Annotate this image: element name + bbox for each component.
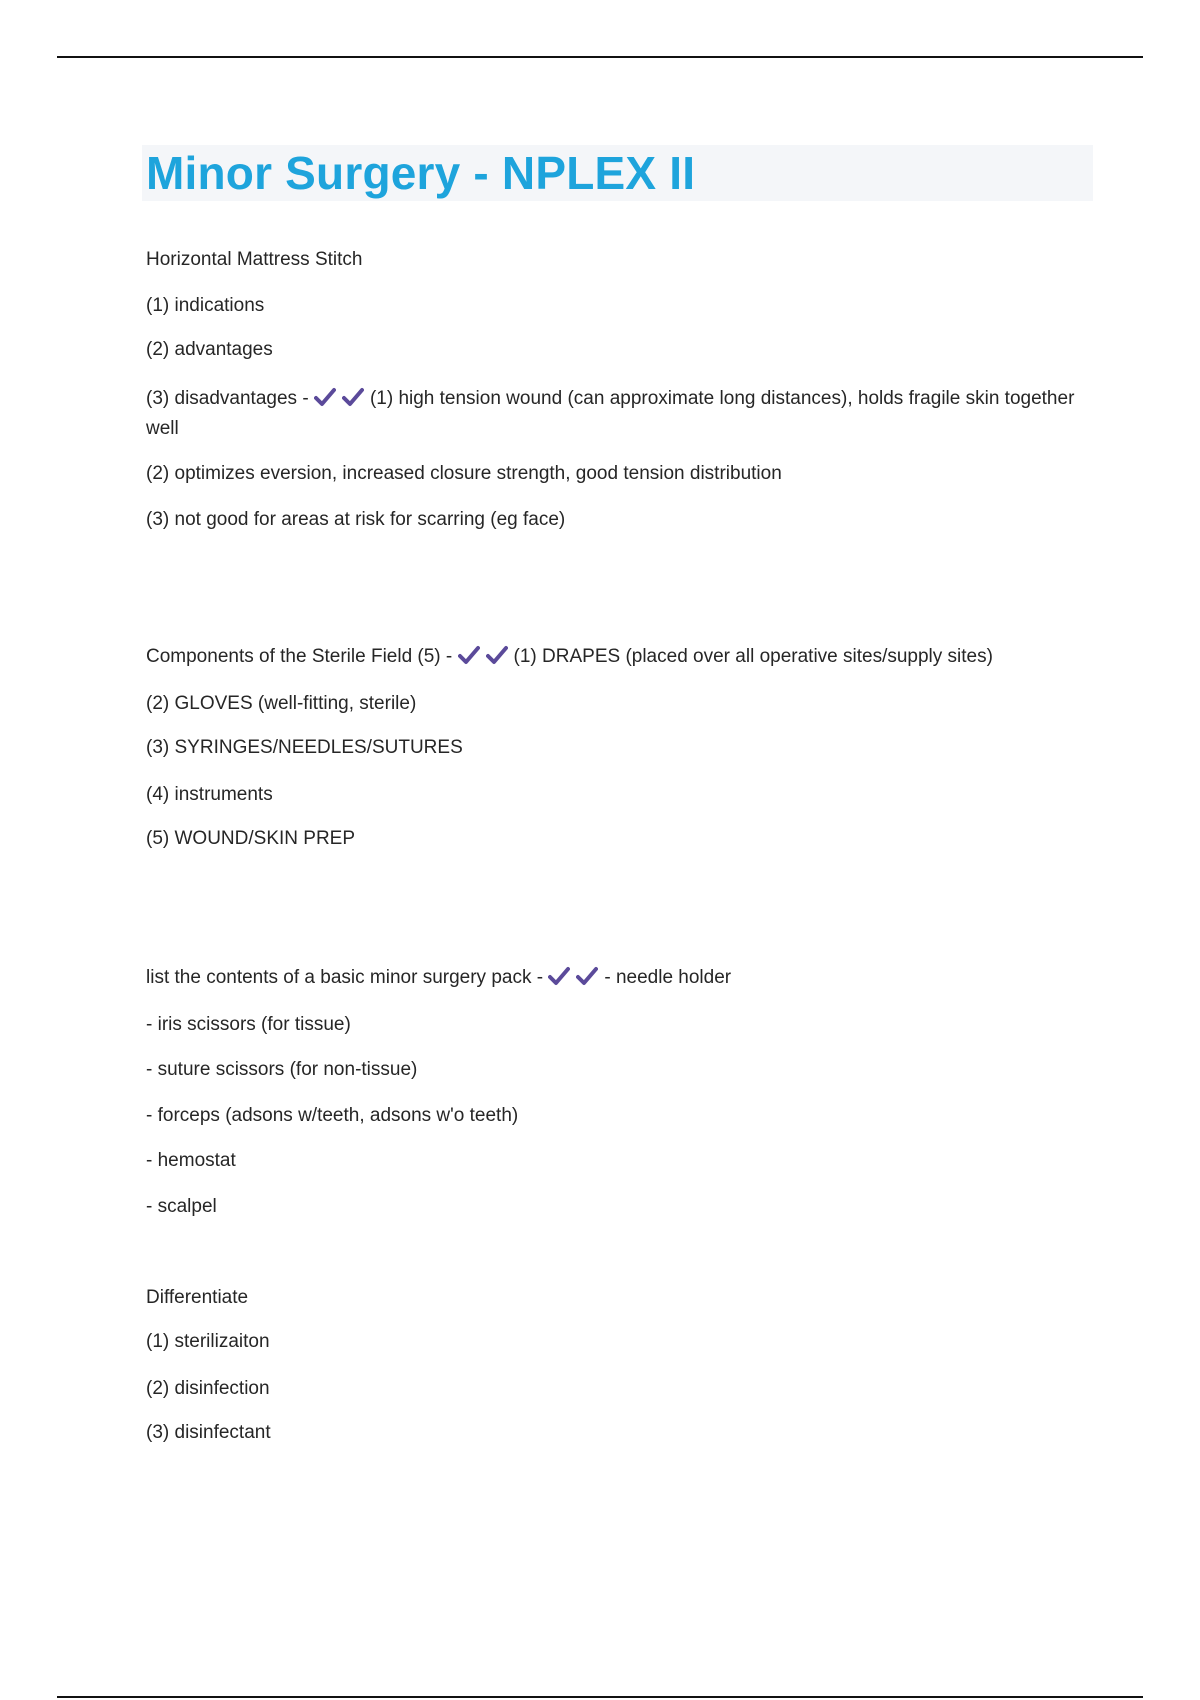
s1-line-scarring: (3) not good for areas at risk for scarring (eg face)	[146, 509, 566, 530]
page-title: Minor Surgery - NPLEX II	[146, 147, 696, 199]
s2-answer: (1) DRAPES (placed over all operative sites/supply sites)	[513, 646, 993, 667]
s4-line-disinfection: (2) disinfection	[146, 1378, 270, 1399]
s4-heading: Differentiate	[146, 1287, 249, 1308]
s3-line-forceps: - forceps (adsons w/teeth, adsons w'o teeth)	[146, 1105, 519, 1126]
s1-line-eversion: (2) optimizes eversion, increased closure strength, good tension distribution	[146, 463, 782, 484]
top-rule	[57, 56, 1143, 58]
s3-heading	[146, 966, 731, 990]
s2-line-instruments: (4) instruments	[146, 784, 273, 805]
check-icon	[314, 387, 336, 407]
s1-line-indications: (1) indications	[146, 295, 265, 316]
s3-line-scalpel: - scalpel	[146, 1196, 217, 1217]
check-icon	[342, 387, 364, 407]
s1-line-disadvantages	[146, 384, 1076, 444]
bottom-rule	[57, 1696, 1143, 1698]
s1-answer: (1) high tension wound (can approximate long distances), holds fragile skin together well	[146, 388, 1075, 439]
s3-answer: - needle holder	[604, 967, 732, 988]
check-icon	[458, 645, 480, 665]
s3-line-iris-scissors: - iris scissors (for tissue)	[146, 1014, 351, 1035]
s3-line-suture-scissors: - suture scissors (for non-tissue)	[146, 1059, 418, 1080]
check-icon	[486, 645, 508, 665]
s3-line-hemostat: - hemostat	[146, 1150, 236, 1171]
s1-heading: Horizontal Mattress Stitch	[146, 249, 363, 270]
s3-question: list the contents of a basic minor surgery pack -	[146, 967, 544, 988]
s2-question: Components of the Sterile Field (5) -	[146, 646, 453, 667]
s4-line-sterilization: (1) sterilizaiton	[146, 1331, 270, 1352]
s2-line-gloves: (2) GLOVES (well-fitting, sterile)	[146, 693, 417, 714]
s1-question: (3) disadvantages -	[146, 388, 309, 409]
s2-heading	[146, 645, 993, 669]
s2-line-syringes: (3) SYRINGES/NEEDLES/SUTURES	[146, 737, 463, 758]
check-icon	[576, 966, 598, 986]
s2-line-wound-prep: (5) WOUND/SKIN PREP	[146, 828, 356, 849]
s4-line-disinfectant: (3) disinfectant	[146, 1422, 271, 1443]
s1-line-advantages: (2) advantages	[146, 339, 273, 360]
check-icon	[548, 966, 570, 986]
